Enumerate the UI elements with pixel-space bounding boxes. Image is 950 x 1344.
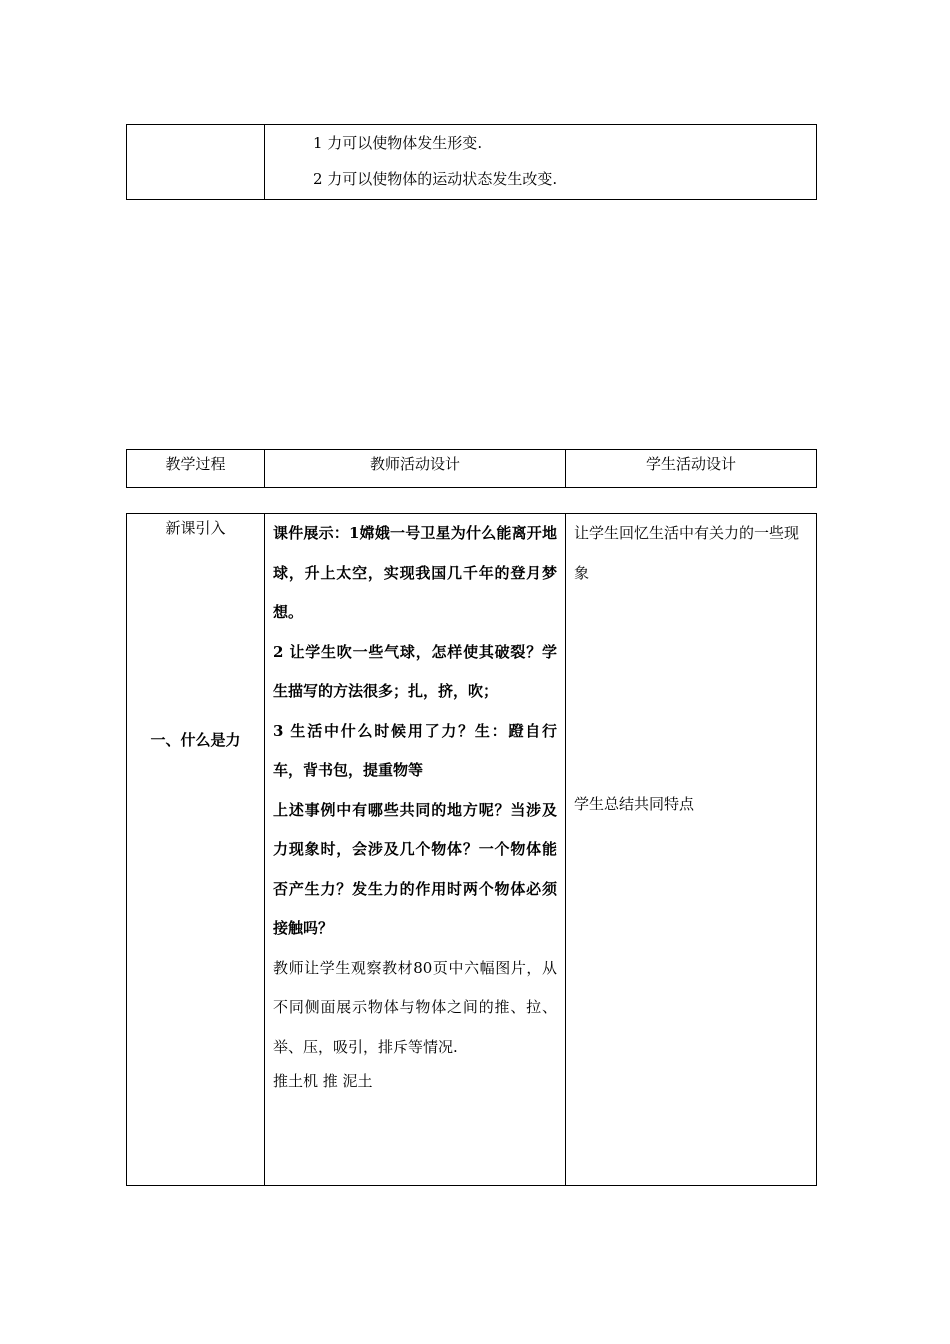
summary-line-1: 1 力可以使物体发生形变.: [313, 134, 483, 152]
process-cell: [127, 514, 265, 1186]
teacher-paragraph-3: 3 生活中什么时候用了力？生：蹬自行车，背书包，提重物等: [273, 721, 557, 779]
teacher-paragraph-2: 2 让学生吹一些气球，怎样使其破裂？学生描写的方法很多；扎，挤，吹；: [273, 642, 557, 700]
teacher-cell: [265, 514, 566, 1186]
student-cell: [566, 514, 817, 1186]
student-activity-1: 让学生回忆生活中有关力的一些现象: [574, 524, 800, 582]
lesson-table: [126, 513, 817, 1186]
student-activity-2: 学生总结共同特点: [574, 795, 695, 813]
empty-cell: [127, 125, 265, 200]
table-row: [127, 514, 817, 1186]
teacher-paragraph-5: 教师让学生观察教材80页中六幅图片，从不同侧面展示物体与物体之间的推、拉、举、压，吸引，排斥等情况.: [273, 958, 557, 1056]
top-table: [126, 124, 817, 200]
table-row: [127, 125, 817, 200]
header-table: [126, 449, 817, 488]
header-teacher: 教师活动设计: [265, 450, 566, 488]
section-title: 一、什么是力: [150, 731, 241, 749]
header-student: 学生活动设计: [566, 450, 817, 488]
teacher-paragraph-4: 上述事例中有哪些共同的地方呢？当涉及力现象时，会涉及几个物体？一个物体能否产生力？发生力的作用时两个物体必须接触吗？: [273, 800, 557, 937]
table-row: [127, 450, 817, 488]
intro-label: 新课引入: [165, 519, 226, 537]
header-process: 教学过程: [127, 450, 265, 488]
summary-cell: [265, 125, 817, 200]
teacher-paragraph-1: 课件展示：1嫦娥一号卫星为什么能离开地球，升上太空，实现我国几千年的登月梦想。: [273, 524, 557, 621]
teacher-paragraph-6: 推土机 推 泥土: [273, 1072, 373, 1090]
summary-line-2: 2 力可以使物体的运动状态发生改变.: [313, 170, 558, 188]
